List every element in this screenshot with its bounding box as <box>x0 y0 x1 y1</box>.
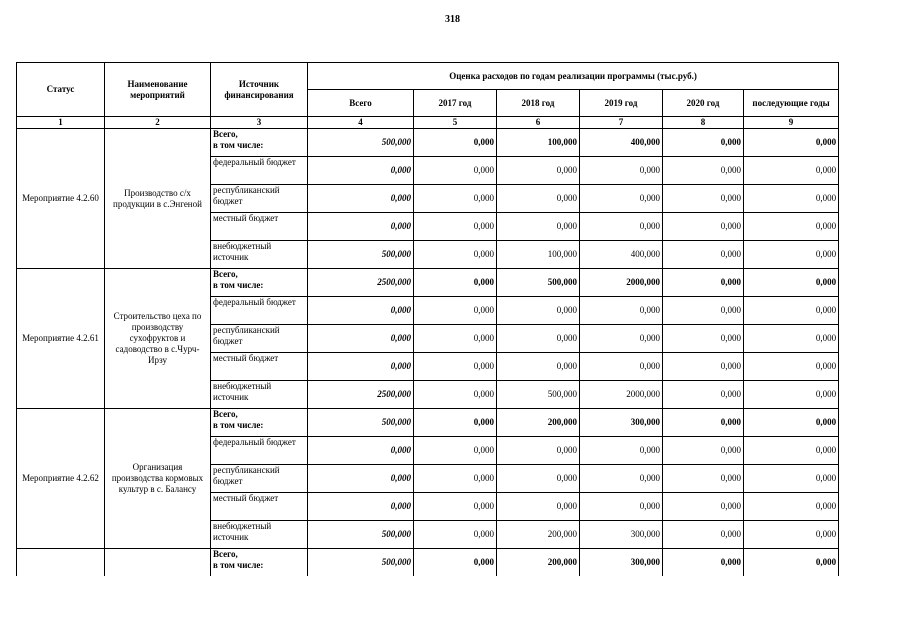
amount-cell: 500,000 <box>308 129 414 157</box>
event-status: Мероприятие 4.2.61 <box>17 269 105 409</box>
amount-cell: 0,000 <box>497 213 580 241</box>
funding-source: внебюджетный источник <box>211 381 308 409</box>
header-2019: 2019 год <box>580 90 663 117</box>
amount-cell: 0,000 <box>308 157 414 185</box>
amount-cell: 0,000 <box>744 297 839 325</box>
col-number: 7 <box>580 117 663 129</box>
amount-cell: 0,000 <box>414 493 497 521</box>
amount-cell: 300,000 <box>580 549 663 577</box>
amount-cell: 0,000 <box>580 297 663 325</box>
amount-cell: 0,000 <box>663 437 744 465</box>
table-row <box>17 409 839 437</box>
amount-cell: 2000,000 <box>580 269 663 297</box>
event-status: Мероприятие 4.2.60 <box>17 129 105 269</box>
amount-cell: 0,000 <box>414 549 497 577</box>
amount-cell: 0,000 <box>414 325 497 353</box>
amount-cell: 0,000 <box>414 437 497 465</box>
amount-cell: 0,000 <box>744 213 839 241</box>
amount-cell: 500,000 <box>308 521 414 549</box>
amount-cell: 0,000 <box>663 325 744 353</box>
amount-cell: 2500,000 <box>308 381 414 409</box>
amount-cell: 0,000 <box>744 437 839 465</box>
amount-cell: 0,000 <box>497 325 580 353</box>
funding-source: республиканский бюджет <box>211 185 308 213</box>
amount-cell: 0,000 <box>414 297 497 325</box>
amount-cell: 400,000 <box>580 129 663 157</box>
amount-cell: 0,000 <box>663 129 744 157</box>
amount-cell: 0,000 <box>308 353 414 381</box>
amount-cell: 0,000 <box>744 409 839 437</box>
table-row <box>17 269 839 297</box>
amount-cell: 0,000 <box>744 185 839 213</box>
amount-cell: 0,000 <box>663 157 744 185</box>
amount-cell: 0,000 <box>497 493 580 521</box>
amount-cell: 500,000 <box>308 409 414 437</box>
amount-cell: 0,000 <box>497 297 580 325</box>
col-number: 1 <box>17 117 105 129</box>
amount-cell: 0,000 <box>414 409 497 437</box>
col-number: 4 <box>308 117 414 129</box>
event-name: Организация производства кормовых культур в с. Балансу <box>105 409 211 549</box>
amount-cell: 0,000 <box>308 465 414 493</box>
amount-cell: 0,000 <box>308 493 414 521</box>
amount-cell: 0,000 <box>414 353 497 381</box>
amount-cell: 0,000 <box>744 241 839 269</box>
amount-cell: 0,000 <box>414 157 497 185</box>
table-row <box>17 549 839 577</box>
amount-cell: 0,000 <box>744 353 839 381</box>
funding-source: внебюджетный источник <box>211 241 308 269</box>
event-name <box>105 549 211 577</box>
amount-cell: 0,000 <box>744 521 839 549</box>
funding-source: Всего, в том числе: <box>211 549 308 577</box>
amount-cell: 0,000 <box>414 381 497 409</box>
amount-cell: 0,000 <box>744 269 839 297</box>
amount-cell: 0,000 <box>663 213 744 241</box>
amount-cell: 0,000 <box>580 185 663 213</box>
amount-cell: 0,000 <box>744 129 839 157</box>
header-source: Источник финансирования <box>211 63 308 117</box>
funding-source: Всего, в том числе: <box>211 129 308 157</box>
funding-source: Всего, в том числе: <box>211 269 308 297</box>
amount-cell: 0,000 <box>580 353 663 381</box>
amount-cell: 0,000 <box>580 213 663 241</box>
amount-cell: 0,000 <box>414 465 497 493</box>
amount-cell: 300,000 <box>580 521 663 549</box>
amount-cell: 0,000 <box>497 437 580 465</box>
amount-cell: 0,000 <box>744 465 839 493</box>
funding-source: внебюджетный источник <box>211 521 308 549</box>
amount-cell: 0,000 <box>744 493 839 521</box>
amount-cell: 0,000 <box>497 353 580 381</box>
amount-cell: 0,000 <box>414 241 497 269</box>
amount-cell: 0,000 <box>663 241 744 269</box>
funding-source: федеральный бюджет <box>211 437 308 465</box>
header-2018: 2018 год <box>497 90 580 117</box>
amount-cell: 100,000 <box>497 241 580 269</box>
amount-cell: 0,000 <box>663 493 744 521</box>
col-number: 2 <box>105 117 211 129</box>
amount-cell: 0,000 <box>663 521 744 549</box>
amount-cell: 0,000 <box>414 213 497 241</box>
event-status: Мероприятие 4.2.62 <box>17 409 105 549</box>
col-number: 9 <box>744 117 839 129</box>
header-estimate: Оценка расходов по годам реализации программы (тыс.руб.) <box>308 63 839 90</box>
amount-cell: 0,000 <box>744 325 839 353</box>
amount-cell: 200,000 <box>497 521 580 549</box>
funding-source: федеральный бюджет <box>211 157 308 185</box>
header-2017: 2017 год <box>414 90 497 117</box>
amount-cell: 0,000 <box>308 437 414 465</box>
table-body <box>17 129 839 577</box>
amount-cell: 0,000 <box>744 549 839 577</box>
amount-cell: 0,000 <box>308 325 414 353</box>
amount-cell: 0,000 <box>580 493 663 521</box>
funding-source: федеральный бюджет <box>211 297 308 325</box>
amount-cell: 500,000 <box>497 381 580 409</box>
col-number: 8 <box>663 117 744 129</box>
amount-cell: 0,000 <box>663 381 744 409</box>
event-status <box>17 549 105 577</box>
amount-cell: 0,000 <box>497 157 580 185</box>
amount-cell: 0,000 <box>663 549 744 577</box>
amount-cell: 0,000 <box>308 213 414 241</box>
amount-cell: 0,000 <box>580 437 663 465</box>
amount-cell: 0,000 <box>308 297 414 325</box>
amount-cell: 0,000 <box>663 409 744 437</box>
amount-cell: 0,000 <box>663 465 744 493</box>
amount-cell: 200,000 <box>497 409 580 437</box>
amount-cell: 200,000 <box>497 549 580 577</box>
amount-cell: 100,000 <box>497 129 580 157</box>
amount-cell: 0,000 <box>580 157 663 185</box>
budget-table <box>16 62 839 576</box>
header-later: последующие годы <box>744 90 839 117</box>
amount-cell: 0,000 <box>414 269 497 297</box>
col-number: 6 <box>497 117 580 129</box>
funding-source: местный бюджет <box>211 213 308 241</box>
amount-cell: 2000,000 <box>580 381 663 409</box>
table-row <box>17 129 839 157</box>
amount-cell: 300,000 <box>580 409 663 437</box>
amount-cell: 2500,000 <box>308 269 414 297</box>
amount-cell: 0,000 <box>580 465 663 493</box>
funding-source: Всего, в том числе: <box>211 409 308 437</box>
header-total: Всего <box>308 90 414 117</box>
amount-cell: 0,000 <box>414 185 497 213</box>
amount-cell: 0,000 <box>663 353 744 381</box>
amount-cell: 0,000 <box>414 129 497 157</box>
funding-source: местный бюджет <box>211 493 308 521</box>
col-number: 5 <box>414 117 497 129</box>
amount-cell: 0,000 <box>414 521 497 549</box>
header-event: Наименование мероприятий <box>105 63 211 117</box>
amount-cell: 0,000 <box>308 185 414 213</box>
page-number: 318 <box>445 14 460 25</box>
funding-source: республиканский бюджет <box>211 325 308 353</box>
amount-cell: 0,000 <box>744 381 839 409</box>
amount-cell: 0,000 <box>744 157 839 185</box>
amount-cell: 500,000 <box>308 549 414 577</box>
header-status: Статус <box>17 63 105 117</box>
event-name: Производство с/х продукции в с.Энгеной <box>105 129 211 269</box>
amount-cell: 0,000 <box>497 185 580 213</box>
funding-source: местный бюджет <box>211 353 308 381</box>
col-number: 3 <box>211 117 308 129</box>
event-name: Строительство цеха по производству сухофруктов и садоводство в с.Чурч-Ирзу <box>105 269 211 409</box>
funding-source: республиканский бюджет <box>211 465 308 493</box>
header-2020: 2020 год <box>663 90 744 117</box>
amount-cell: 0,000 <box>663 269 744 297</box>
amount-cell: 500,000 <box>308 241 414 269</box>
amount-cell: 400,000 <box>580 241 663 269</box>
amount-cell: 500,000 <box>497 269 580 297</box>
amount-cell: 0,000 <box>497 465 580 493</box>
amount-cell: 0,000 <box>580 325 663 353</box>
amount-cell: 0,000 <box>663 297 744 325</box>
amount-cell: 0,000 <box>663 185 744 213</box>
